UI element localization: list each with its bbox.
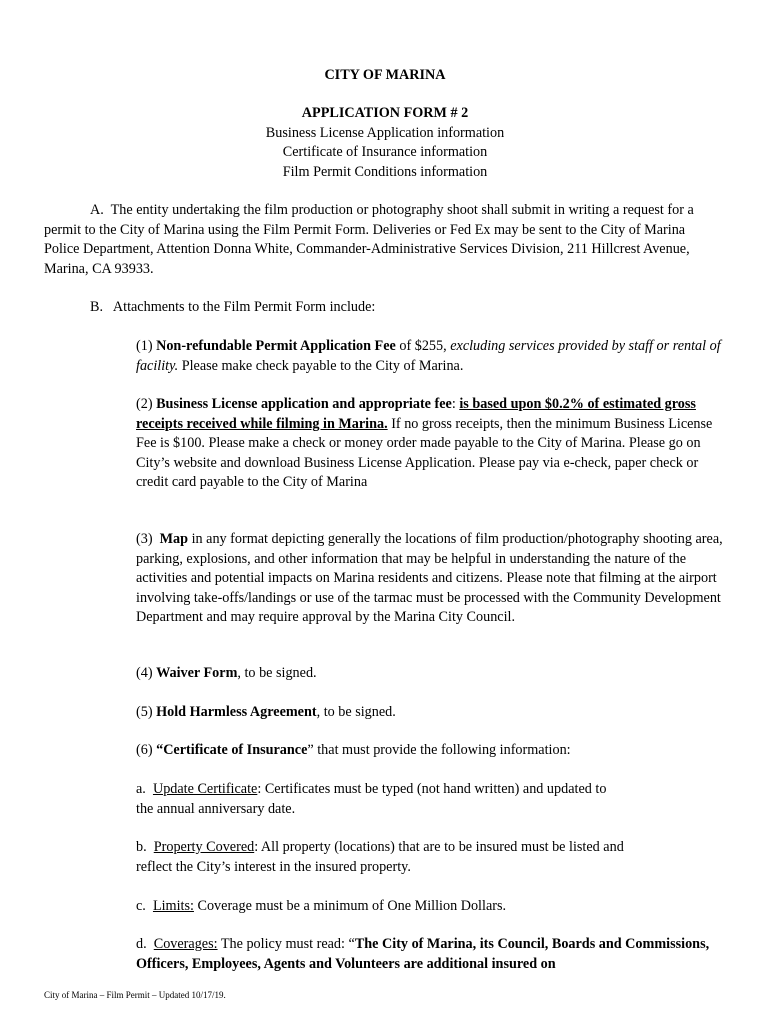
item-permit-fee bbox=[136, 337, 726, 376]
item-text: : bbox=[451, 396, 460, 412]
subitem-underline-title: Coverages: bbox=[153, 936, 218, 952]
item-certificate-insurance bbox=[136, 741, 726, 761]
section-a-label: A. bbox=[90, 202, 104, 218]
item-bold-underline-text: is based upon $0.2% of estimated gross receipts received while filming in Marina. bbox=[136, 396, 696, 432]
subitem-update-certificate bbox=[136, 780, 616, 819]
item-text: Coverage must be a minimum of One Million Dollars. bbox=[193, 898, 507, 914]
subitem-underline-title: Limits: bbox=[152, 898, 194, 914]
item-map bbox=[136, 530, 726, 628]
item-bold-title: Non-refundable Permit Application Fee bbox=[156, 338, 396, 354]
item-number: (4) bbox=[136, 665, 153, 681]
item-number: (1) bbox=[136, 338, 153, 354]
item-bold-title: Waiver Form bbox=[156, 665, 238, 681]
subitem-coverages bbox=[136, 935, 736, 974]
item-text: The policy must read: “ bbox=[217, 936, 355, 952]
item-bold-title: Business License application and appropriate fee bbox=[156, 396, 452, 412]
section-b-text: Attachments to the Film Permit Form include: bbox=[112, 299, 376, 315]
item-italic-text: excluding services provided by staff or rental of facility. bbox=[136, 338, 721, 374]
item-bold-title: “Certificate of Insurance bbox=[156, 742, 308, 758]
subitem-property-covered bbox=[136, 838, 626, 877]
subtitle-line: Business License Application information bbox=[265, 124, 505, 141]
item-text: , to be signed. bbox=[237, 665, 317, 681]
page-footer: City of Marina – Film Permit – Updated 10/17/19. bbox=[44, 990, 226, 1000]
item-text: of $255, bbox=[395, 338, 451, 354]
item-number: (6) bbox=[136, 742, 153, 758]
city-title: CITY OF MARINA bbox=[324, 67, 446, 83]
item-waiver bbox=[136, 664, 726, 684]
item-text: : All property (locations) that are to be insured must be listed and reflect the City’s interest in the insured property. bbox=[136, 839, 624, 875]
subitem-underline-title: Property Covered bbox=[153, 839, 255, 855]
item-business-license bbox=[136, 395, 726, 493]
subitem-limits bbox=[136, 897, 726, 917]
subitem-underline-title: Update Certificate bbox=[152, 781, 258, 797]
form-title: APPLICATION FORM # 2 bbox=[301, 105, 469, 121]
item-bold-title: Map bbox=[159, 531, 189, 547]
subtitle-line: Film Permit Conditions information bbox=[282, 163, 488, 180]
item-text: If no gross receipts, then the minimum Business License Fee is $100. Please make a check or money order made payable to the City of Marina. Please go on City’s website and download Business License Application. Please pay via e-check, paper check or credit card payable to the City of Marina bbox=[136, 415, 713, 490]
section-b-label: B. bbox=[90, 299, 104, 315]
item-text: : Certificates must be typed (not hand written) and updated to the annual anniversary date. bbox=[136, 781, 607, 817]
subitem-label: c. bbox=[136, 898, 146, 914]
form-heading-block bbox=[0, 104, 770, 182]
section-a-text: The entity undertaking the film production or photography shoot shall submit in writing a request for a permit to the City of Marina using the Film Permit Form. Deliveries or Fed Ex may be sent to the City of Marina Police Department, Attention Donna White, Commander-Administrative Services Division, 211 Hillcrest Avenue, Marina, CA 93933. bbox=[44, 202, 694, 277]
item-text: ” that must provide the following information: bbox=[307, 742, 571, 758]
item-number: (5) bbox=[136, 704, 153, 720]
subtitle-line: Certificate of Insurance information bbox=[282, 144, 488, 160]
subitem-label: b. bbox=[136, 839, 147, 855]
item-text: in any format depicting generally the locations of film production/photography shooting area, parking, explosions, and other information that may be helpful in understanding the nature of the activities and potential impacts on Marina residents and citizens. Please note that filming at the airport involving take-offs/landings or use of the tarmac must be processed with the Community Development Department and may require approval by the Marina City Council. bbox=[136, 531, 723, 625]
item-number: (2) bbox=[136, 396, 153, 412]
section-a-paragraph bbox=[44, 201, 712, 279]
item-text: Please make check payable to the City of Marina. bbox=[178, 357, 464, 374]
item-hold-harmless bbox=[136, 703, 726, 723]
item-bold-title: Hold Harmless Agreement bbox=[156, 704, 317, 720]
item-number: (3) bbox=[136, 531, 153, 547]
section-b-heading bbox=[90, 298, 375, 318]
subitem-label: a. bbox=[136, 781, 146, 797]
item-text: , to be signed. bbox=[316, 704, 396, 720]
subitem-label: d. bbox=[136, 936, 147, 952]
item-bold-text: The City of Marina, its Council, Boards and Commissions, Officers, Employees, Agents and Volunteers are additional insured on bbox=[136, 936, 710, 972]
